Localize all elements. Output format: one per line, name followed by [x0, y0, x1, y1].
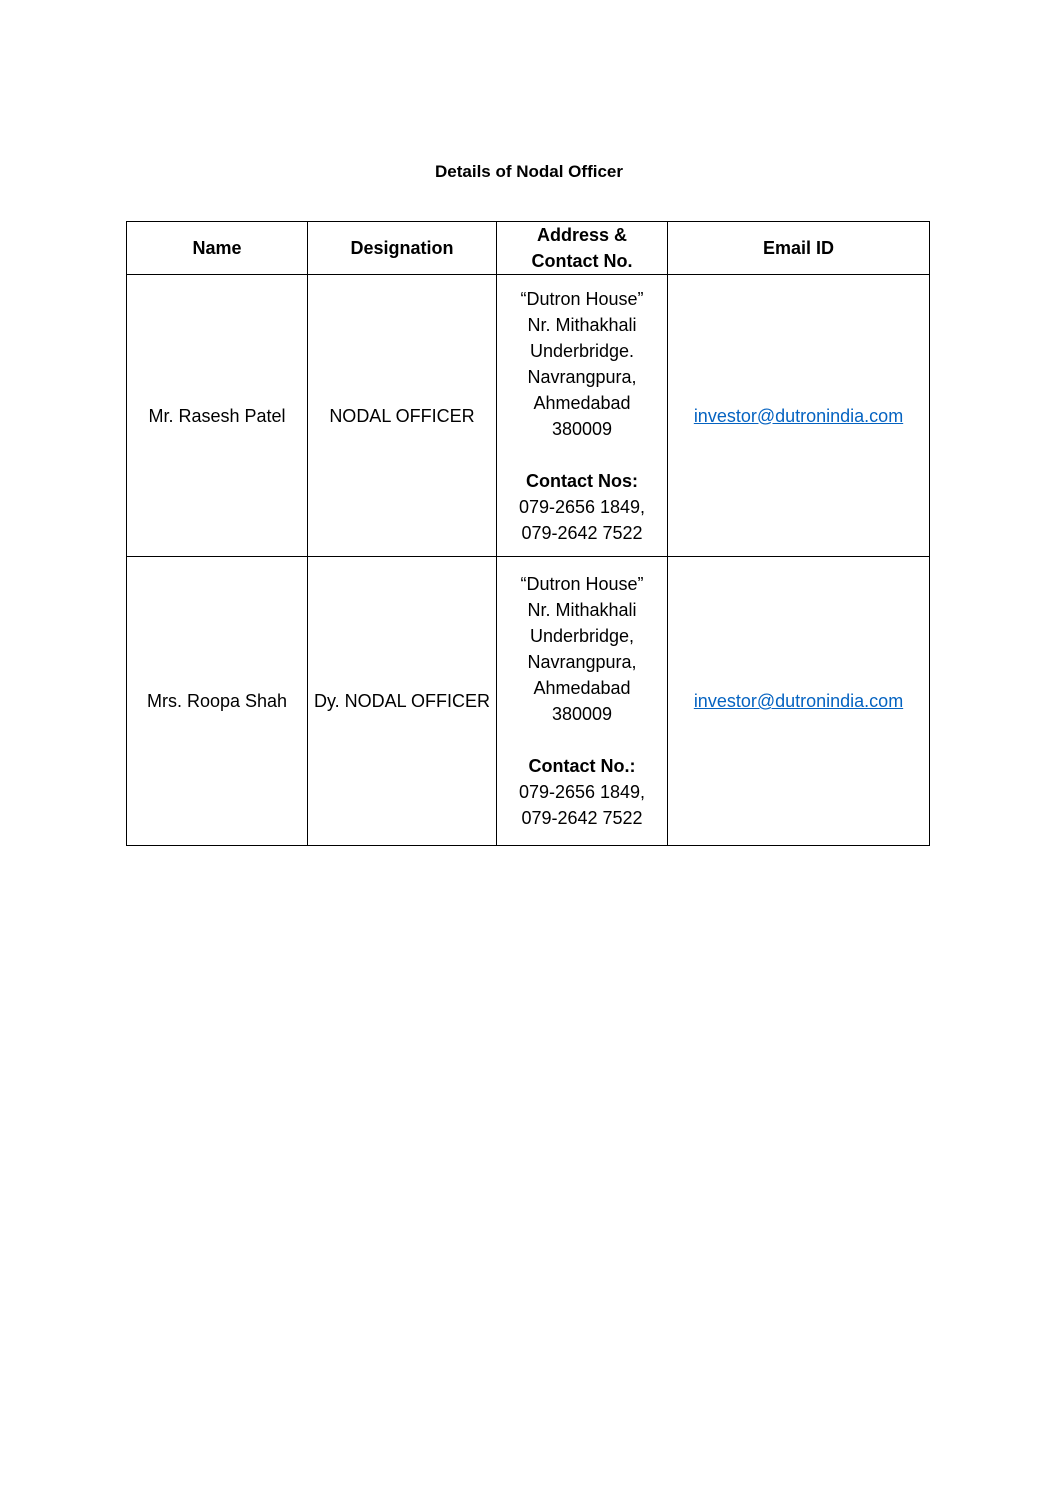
address-line: Nr. Mithakhali: [527, 600, 637, 620]
table-row: [127, 275, 930, 557]
header-name: Name: [127, 222, 308, 275]
table-header-row: [127, 222, 930, 275]
address-line: Underbridge.: [529, 340, 635, 361]
header-address-line-2: Contact No.: [531, 251, 633, 271]
address-line: “Dutron House”: [520, 288, 644, 309]
officer-address-contact: [497, 275, 668, 557]
email-link[interactable]: investor@dutronindia.com: [693, 691, 904, 711]
email-link[interactable]: investor@dutronindia.com: [693, 405, 904, 426]
address-line: Ahmedabad: [533, 392, 631, 413]
officer-email-cell: [668, 275, 930, 557]
address-line: Nr. Mithakhali: [527, 314, 637, 335]
contact-label: Contact Nos:: [526, 470, 638, 491]
address-line: Ahmedabad: [533, 678, 631, 698]
officer-designation: Dy. NODAL OFFICER: [308, 557, 497, 846]
officer-name: Mr. Rasesh Patel: [127, 275, 308, 557]
contact-number: 079-2642 7522: [521, 522, 643, 543]
address-line: 380009: [551, 418, 613, 439]
page-title: Details of Nodal Officer: [435, 162, 623, 181]
address-line: Navrangpura,: [527, 366, 637, 387]
officer-name: Mrs. Roopa Shah: [127, 557, 308, 846]
contact-label: Contact No.:: [528, 756, 636, 776]
address-line: Navrangpura,: [527, 652, 637, 672]
header-email: Email ID: [668, 222, 930, 275]
officer-designation: NODAL OFFICER: [308, 275, 497, 557]
contact-number: 079-2656 1849,: [518, 782, 646, 802]
header-address-line-1: Address &: [536, 225, 628, 245]
address-line: Underbridge,: [529, 626, 635, 646]
officer-email-cell: [668, 557, 930, 846]
table-row: [127, 557, 930, 846]
contact-number: 079-2642 7522: [521, 808, 643, 828]
header-address-contact: [497, 222, 668, 275]
contact-number: 079-2656 1849,: [518, 496, 646, 517]
nodal-officer-table: [126, 221, 930, 846]
header-designation: Designation: [308, 222, 497, 275]
address-line: 380009: [551, 704, 613, 724]
officer-address-contact: [497, 557, 668, 846]
address-spacer: [501, 727, 663, 753]
address-spacer: [501, 442, 663, 468]
address-line: “Dutron House”: [520, 574, 644, 594]
